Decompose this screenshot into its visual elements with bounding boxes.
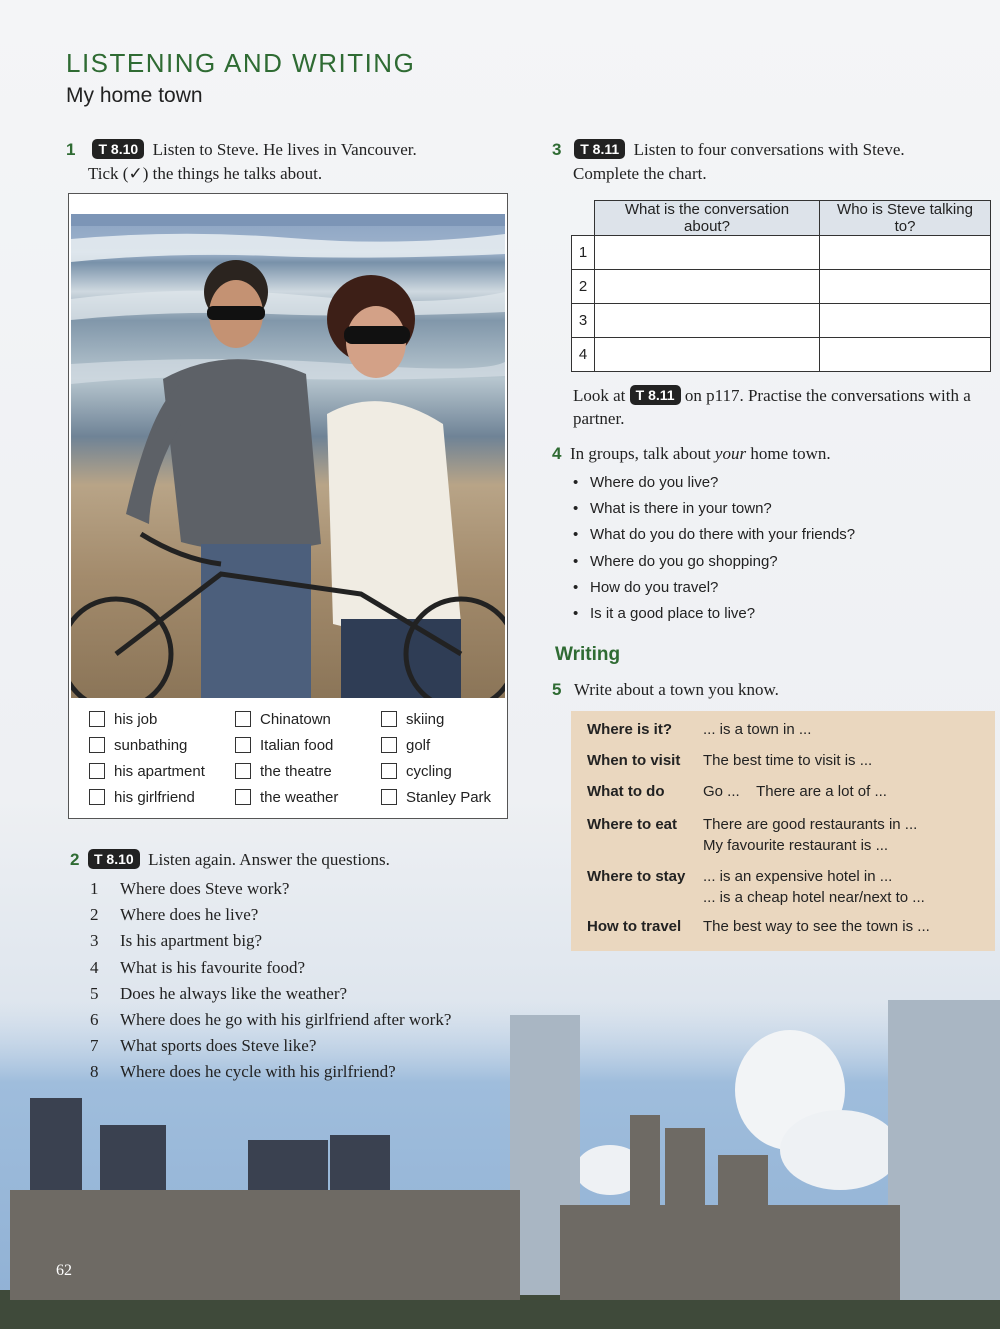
exercise-number: 1	[66, 140, 76, 159]
checkbox-label: the weather	[260, 788, 339, 806]
checkbox-item[interactable]	[235, 737, 381, 754]
bullet-icon: •	[573, 500, 579, 518]
instruction-text: Listen to Steve. He lives in Vancouver.	[152, 140, 417, 159]
checkbox[interactable]	[381, 737, 397, 753]
bullet-text: Is it a good place to live?	[590, 605, 756, 623]
instruction-text: Tick (✓) the things he talks about.	[88, 164, 323, 183]
list-item	[573, 575, 992, 601]
answer-cell[interactable]	[595, 270, 820, 304]
checklist-row	[89, 706, 499, 732]
exercise-2	[70, 848, 510, 1086]
checkbox[interactable]	[381, 789, 397, 805]
writing-prompt-box	[571, 711, 995, 951]
exercise-number: 5	[552, 680, 562, 699]
question-text: Where does he go with his girlfriend after work?	[120, 1010, 452, 1030]
column-header: Who is Steve talking to?	[820, 201, 991, 236]
question-text: Where does he live?	[120, 905, 259, 925]
photo-checklist-box	[68, 193, 508, 819]
checklist-row	[89, 758, 499, 784]
checkbox-label: his girlfriend	[114, 788, 195, 806]
discussion-list	[552, 470, 992, 627]
exercise-number: 3	[552, 140, 562, 159]
list-item: 3 Is his apartment big?	[70, 928, 510, 954]
exercise-3-instruction	[552, 138, 992, 186]
answer-cell[interactable]	[595, 304, 820, 338]
bullet-icon: •	[573, 578, 579, 596]
checkbox-item[interactable]	[235, 711, 381, 728]
table-row	[572, 338, 991, 372]
prompt-row	[587, 918, 995, 949]
prompt-key: Where is it?	[587, 721, 673, 738]
prompt-value: My favourite restaurant is ...	[703, 837, 889, 854]
exercise-5-instruction	[552, 678, 992, 702]
exercise-number: 2	[70, 850, 80, 869]
checkbox-label: the theatre	[260, 762, 332, 780]
checkbox-label: his apartment	[114, 762, 205, 780]
bullet-text: What is there in your town?	[590, 500, 772, 518]
audio-track-badge[interactable]: T 8.10	[92, 139, 144, 159]
question-text: Where does he cycle with his girlfriend?	[120, 1062, 396, 1082]
list-item	[573, 549, 992, 575]
checkbox-item[interactable]	[89, 763, 235, 780]
answer-cell[interactable]	[820, 304, 991, 338]
photo-illustration	[71, 214, 505, 698]
checkbox-item[interactable]	[381, 763, 499, 780]
prompt-value: The best way to see the town is ...	[703, 918, 930, 935]
table-header-row	[572, 201, 991, 236]
checkbox[interactable]	[235, 737, 251, 753]
checkbox-label: sunbathing	[114, 736, 188, 754]
checkbox[interactable]	[381, 763, 397, 779]
bullet-icon: •	[573, 605, 579, 623]
instruction-text: Listen to four conversations with Steve.	[633, 140, 905, 159]
question-text: Is his apartment big?	[120, 931, 263, 951]
row-number: 1	[572, 236, 595, 270]
checkbox-label: golf	[406, 736, 431, 754]
checkbox[interactable]	[89, 763, 105, 779]
look-at-instruction	[573, 384, 993, 430]
checkbox-label: Stanley Park	[406, 788, 492, 806]
list-item: 8 Where does he cycle with his girlfriend?	[70, 1059, 510, 1085]
prompt-key: Where to stay	[587, 868, 686, 885]
checkbox-item[interactable]	[235, 763, 381, 780]
list-item: 2 Where does he live?	[70, 902, 510, 928]
prompt-value: ... is a cheap hotel near/next to ...	[703, 889, 925, 906]
list-item: 1 Where does Steve work?	[70, 876, 510, 902]
prompt-value: There are good restaurants in ...	[703, 816, 918, 833]
instruction-text: Listen again. Answer the questions.	[148, 850, 390, 869]
exercise-1-instruction	[66, 138, 506, 186]
checkbox-item[interactable]	[89, 789, 235, 806]
page-title: LISTENING AND WRITING	[66, 48, 416, 78]
checkbox-item[interactable]	[235, 789, 381, 806]
list-item: 5 Does he always like the weather?	[70, 981, 510, 1007]
checkbox-item[interactable]	[381, 789, 499, 806]
exercise-number: 4	[552, 444, 562, 463]
bullet-icon: •	[573, 526, 579, 544]
conversation-chart	[571, 200, 991, 372]
prompt-value: Go ... There are a lot of ...	[703, 783, 887, 800]
list-item: 4 What is his favourite food?	[70, 955, 510, 981]
prompt-row	[587, 783, 995, 814]
answer-cell[interactable]	[595, 338, 820, 372]
checkbox-label: Italian food	[260, 736, 334, 754]
question-list	[70, 876, 510, 1086]
instruction-text: In groups, talk about	[569, 444, 715, 463]
audio-track-badge[interactable]: T 8.11	[574, 139, 625, 159]
bullet-icon: •	[573, 474, 579, 491]
bullet-icon: •	[573, 552, 579, 570]
checklist-row	[89, 732, 499, 758]
couple-on-beach-photo	[71, 214, 505, 698]
row-number: 4	[572, 338, 595, 372]
instruction-text: on p117. Practise the conversations with a partner.	[573, 386, 971, 428]
audio-track-badge[interactable]: T 8.10	[88, 849, 140, 869]
prompt-row	[587, 814, 995, 866]
prompt-key: When to visit	[587, 752, 681, 769]
exercise-4	[552, 442, 992, 627]
emphasis-text: your	[714, 444, 747, 463]
checkbox[interactable]	[235, 711, 251, 727]
list-item	[573, 601, 992, 627]
prompt-key: How to travel	[587, 918, 682, 935]
checkbox[interactable]	[235, 789, 251, 805]
column-header: What is the conversation about?	[595, 201, 820, 236]
checkbox-label: Chinatown	[260, 710, 331, 728]
table-row	[572, 236, 991, 270]
page-number: 62	[56, 1262, 72, 1279]
question-text: What sports does Steve like?	[120, 1036, 317, 1056]
prompt-row	[587, 752, 995, 783]
checkbox-label: skiing	[406, 710, 445, 728]
audio-track-badge[interactable]: T 8.11	[630, 385, 681, 405]
prompt-value: The best time to visit is ...	[703, 752, 873, 769]
prompt-value: ... is a town in ...	[703, 721, 812, 738]
instruction-text: Complete the chart.	[573, 164, 707, 183]
answer-cell[interactable]	[820, 338, 991, 372]
checkbox-label: his job	[114, 710, 158, 728]
instruction-text: Write about a town you know.	[573, 680, 779, 699]
checkbox[interactable]	[89, 737, 105, 753]
list-item	[573, 496, 992, 522]
prompt-key: Where to eat	[587, 816, 678, 833]
checkbox-item[interactable]	[381, 711, 499, 728]
prompt-key: What to do	[587, 783, 665, 800]
checkbox[interactable]	[235, 763, 251, 779]
table-corner	[572, 201, 595, 236]
list-item: 6 Where does he go with his girlfriend after work?	[70, 1007, 510, 1033]
instruction-text: Look at	[573, 386, 626, 405]
question-text: Does he always like the weather?	[120, 983, 348, 1003]
question-text: Where does Steve work?	[120, 879, 290, 898]
row-number: 2	[572, 270, 595, 304]
bullet-text: Where do you go shopping?	[590, 552, 778, 570]
answer-cell[interactable]	[595, 236, 820, 270]
checkbox-item[interactable]	[381, 737, 499, 754]
instruction-text: home town.	[746, 444, 831, 463]
table-row	[572, 270, 991, 304]
row-number: 3	[572, 304, 595, 338]
prompt-value: ... is an expensive hotel in ...	[703, 868, 893, 885]
checkbox-item[interactable]	[89, 711, 235, 728]
checklist	[89, 706, 499, 810]
table-row	[572, 304, 991, 338]
checkbox-label: cycling	[406, 762, 452, 780]
checklist-row	[89, 784, 499, 810]
checkbox-item[interactable]	[89, 737, 235, 754]
prompt-row	[587, 866, 995, 918]
answer-cell[interactable]	[820, 270, 991, 304]
page-subtitle: My home town	[66, 84, 203, 107]
checkbox[interactable]	[89, 711, 105, 727]
list-item	[573, 470, 992, 496]
list-item: 7 What sports does Steve like?	[70, 1033, 510, 1059]
question-text: What is his favourite food?	[120, 957, 306, 977]
bullet-text: What do you do there with your friends?	[590, 526, 856, 544]
prompt-row	[587, 721, 995, 752]
list-item	[573, 522, 992, 548]
answer-cell[interactable]	[820, 236, 991, 270]
checkbox[interactable]	[381, 711, 397, 727]
bullet-text: Where do you live?	[590, 474, 719, 491]
bullet-text: How do you travel?	[590, 578, 719, 596]
section-heading: Writing	[555, 644, 621, 665]
checkbox[interactable]	[89, 789, 105, 805]
